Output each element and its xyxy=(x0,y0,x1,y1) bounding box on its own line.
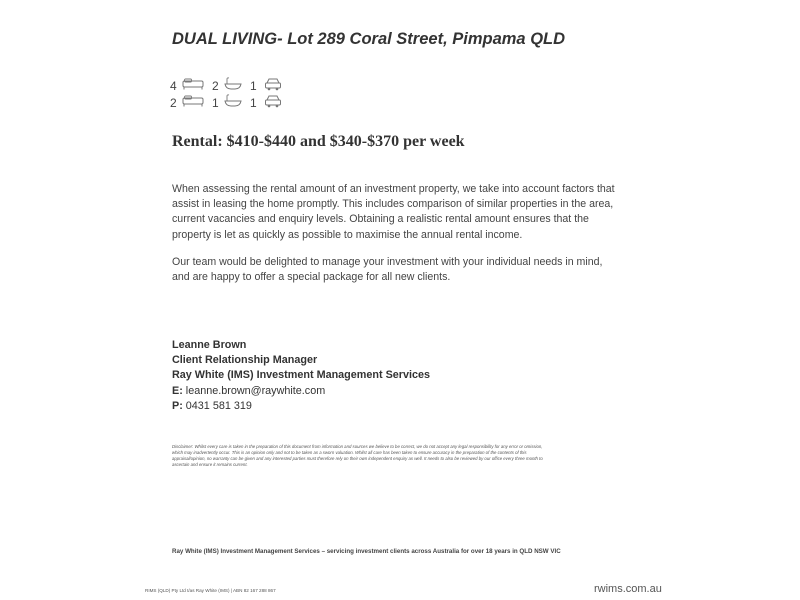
bed-icon xyxy=(182,78,204,93)
contact-phone[interactable]: 0431 581 319 xyxy=(185,399,252,412)
contact-email-line xyxy=(172,384,430,399)
contact-role: Client Relationship Manager xyxy=(172,354,318,367)
bath-icon xyxy=(224,77,242,94)
document-title: DUAL LIVING- Lot 289 Coral Street, Pimpama QLD xyxy=(172,30,566,48)
contact-email[interactable]: leanne.brown@raywhite.com xyxy=(185,384,326,397)
company-note: Ray White (IMS) Investment Management Services – servicing investment clients across Australia for over 18 years in QLD NSW VIC xyxy=(172,548,561,555)
contact-block xyxy=(172,338,430,414)
contact-phone-line xyxy=(172,399,430,414)
carspaces-count: 1 xyxy=(250,95,257,110)
bedrooms-count: 2 xyxy=(170,95,177,110)
footer-website[interactable]: rwims.com.au xyxy=(594,583,662,595)
management-offer-paragraph: Our team would be delighted to manage your investment with your individual needs in mind, and are happy to offer a special package for all new clients. xyxy=(172,256,603,284)
bed-icon xyxy=(182,95,204,110)
disclaimer-text: Disclaimer: Whilst every care is taken in the preparation of this document from information and sources we believe to be correct, we do not accept any legal responsibility for any error or omission, which may inadvertently occur. This is an opinion only and not to be taken as a sworn valuation. Whilst all care has been taken to ensure accuracy in the preparation of the contents of this appraisal/opinion, no warranty can be given and any interested parties must therefore rely on their own independent enquiry as well. It needs to also be reviewed by our office every three month to ascertain and ensure it remains current. xyxy=(172,444,543,467)
features-row-secondary xyxy=(170,94,290,111)
email-label: E: xyxy=(172,384,183,397)
features-row-primary xyxy=(170,77,290,94)
rental-assessment-paragraph: When assessing the rental amount of an investment property, we take into account factors that assist in leasing the home promptly. This includes comparison of similar properties in the area, current vacancies and enquiry levels. Obtaining a realistic rental amount ensures that the property is let as quickly as possible to maximise the annual rental income. xyxy=(172,183,615,241)
contact-company: Ray White (IMS) Investment Management Services xyxy=(172,369,430,382)
carspaces-count: 1 xyxy=(250,78,257,93)
car-icon xyxy=(264,94,282,111)
car-icon xyxy=(264,77,282,94)
contact-name: Leanne Brown xyxy=(172,339,247,351)
bathrooms-count: 1 xyxy=(212,95,219,110)
footer-legal: RIMS (QLD) Pty Ltd t/as Ray White (IMS) | ABN 82 167 288 867 xyxy=(145,588,276,593)
rental-estimate: Rental: $410-$440 and $340-$370 per week xyxy=(172,133,465,150)
bathrooms-count: 2 xyxy=(212,78,219,93)
phone-label: P: xyxy=(172,399,183,412)
bath-icon xyxy=(224,94,242,111)
bedrooms-count: 4 xyxy=(170,78,177,93)
